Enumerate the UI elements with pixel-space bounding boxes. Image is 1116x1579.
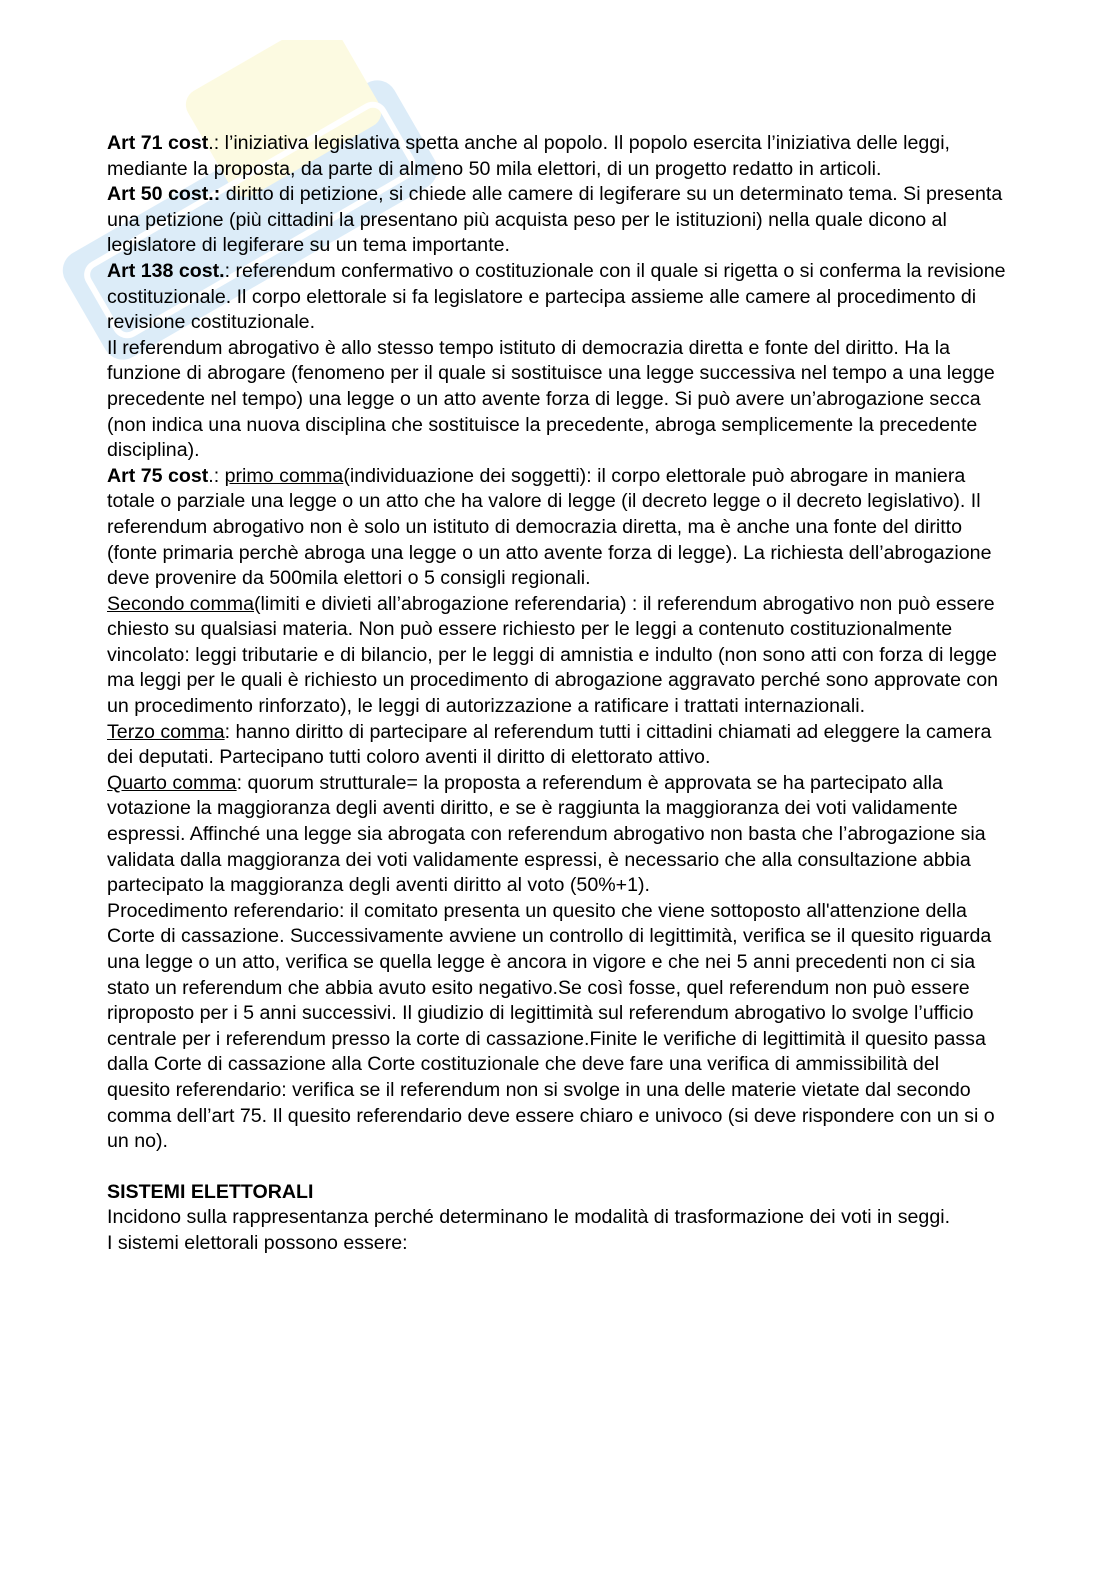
paragraph-text: .: l’iniziativa legislativa spetta anche al popolo. Il popolo esercita l’iniziativa delle leggi, mediante la proposta, da parte di almeno 50 mila elettori, di un progetto redatto in articoli. [107, 132, 951, 180]
article-label: Art 75 cost [107, 464, 209, 487]
paragraph-text: (individuazione dei soggetti): il corpo elettorale può abrogare in maniera totale o parziale una legge o un atto che ha valore di legge (il decreto legge o il decreto legislativo). Il referendum abrogativo non è solo un istituto di democrazia diretta, ma è anche una fonte del diritto (fonte primaria perchè abroga una legge o un atto avente forza di legge). La richiesta dell’abrogazione deve provenire da 500mila elettori o 5 consigli regionali. [107, 464, 992, 590]
paragraph-procedimento-referendario [107, 899, 1007, 1155]
paragraph-secondo-comma [107, 592, 1007, 720]
article-label: Art 138 cost. [107, 259, 225, 282]
paragraph-text: : hanno diritto di partecipare al referendum tutti i cittadini chiamati ad eleggere la camera dei deputati. Partecipano tutti coloro aventi il diritto di elettorato attivo. [107, 720, 992, 769]
article-label-suffix: .: [208, 464, 225, 487]
paragraph-referendum-abrogativo [107, 336, 1007, 464]
paragraph-terzo-comma [107, 720, 1007, 771]
paragraph-text: diritto di petizione, si chiede alle camere di legiferare su un determinato tema. Si presenta una petizione (più cittadini la presentano più acquista peso per le istituzioni) nella quale dicono al legislatore di legiferare su un tema importante. [107, 183, 1003, 257]
paragraph-text: : referendum confermativo o costituzionale con il quale si rigetta o si conferma la revisione costituzionale. Il corpo elettorale si fa legislatore e partecipa assieme alle camere al procedimento di revisione costituzionale. [107, 259, 1006, 334]
subsection-label: Secondo comma [107, 592, 255, 615]
section-paragraph: I sistemi elettorali possono essere: [107, 1231, 408, 1254]
paragraph-art-50 [107, 182, 1007, 259]
paragraph-text: (limiti e divieti all’abrogazione referendaria) : il referendum abrogativo non può essere chiesto su qualsiasi materia. Non può essere richiesto per le leggi a contenuto costituzionalmente vincolato: leggi tributarie e di bilancio, per le leggi di amnistia e indulto (non sono atti con forza di legge ma leggi per le quali è richiesto un procedimento di abrogazione aggravato perché sono approvate con un procedimento rinforzato), le leggi di autorizzazione a ratificare i trattati internazionali. [107, 592, 998, 718]
subsection-label: Terzo comma [107, 720, 225, 743]
paragraph-art-138 [107, 259, 1007, 336]
paragraph-text: : quorum strutturale= la proposta a referendum è approvata se ha partecipato alla votazione la maggioranza degli aventi diritto, e se è raggiunta la maggioranza dei voti validamente espressi. Affinché una legge sia abrogata con referendum abrogativo non basta che l’abrogazione sia validata dalla maggioranza dei voti validamente espressi, è necessario che alla consultazione abbia partecipato la maggioranza degli aventi diritto al voto (50%+1). [107, 771, 986, 897]
subsection-label: primo comma [224, 464, 344, 487]
document-body [107, 131, 1007, 1257]
paragraph-art-75 [107, 464, 1007, 592]
article-label: Art 71 cost [107, 132, 209, 154]
section-heading: SISTEMI ELETTORALI [107, 1180, 314, 1203]
paragraph-quarto-comma [107, 771, 1007, 899]
subsection-label: Quarto comma [107, 771, 237, 794]
paragraph-art-71 [107, 131, 1007, 182]
paragraph-text: Il referendum abrogativo è allo stesso tempo istituto di democrazia diretta e fonte del diritto. Ha la funzione di abrogare (fenomeno per il quale si sostituisce una legge successiva nel tempo a una legge precedente nel tempo) una legge o un atto avente forza di legge. Si può avere un’abrogazione secca (non indica una nuova disciplina che sostituisce la precedente, abroga semplicemente la precedente disciplina). [107, 336, 995, 462]
section-paragraph: Incidono sulla rappresentanza perché determinano le modalità di trasformazione dei voti in seggi. [107, 1206, 951, 1229]
paragraph-text: Procedimento referendario: il comitato presenta un quesito che viene sottoposto all'attenzione della Corte di cassazione. Successivamente avviene un controllo di legittimità, verifica se il quesito riguarda una legge o un atto, verifica se quella legge è ancora in vigore e che nei 5 anni precedenti non ci sia stato un referendum che abbia avuto esito negativo.Se così fosse, quel referendum non può essere riproposto per i 5 anni successivi. Il giudizio di legittimità sul referendum abrogativo lo svolge l’ufficio centrale per i referendum presso la corte di cassazione.Finite le verifiche di legittimità il quesito passa dalla Corte di cassazione alla Corte costituzionale che deve fare una verifica di ammissibilità del quesito referendario: verifica se il referendum non si svolge in una delle materie vietate dal secondo comma dell’art 75. Il quesito referendario deve essere chiaro e univoco (si deve rispondere con un si o un no). [107, 899, 995, 1153]
article-label: Art 50 cost.: [107, 183, 221, 206]
